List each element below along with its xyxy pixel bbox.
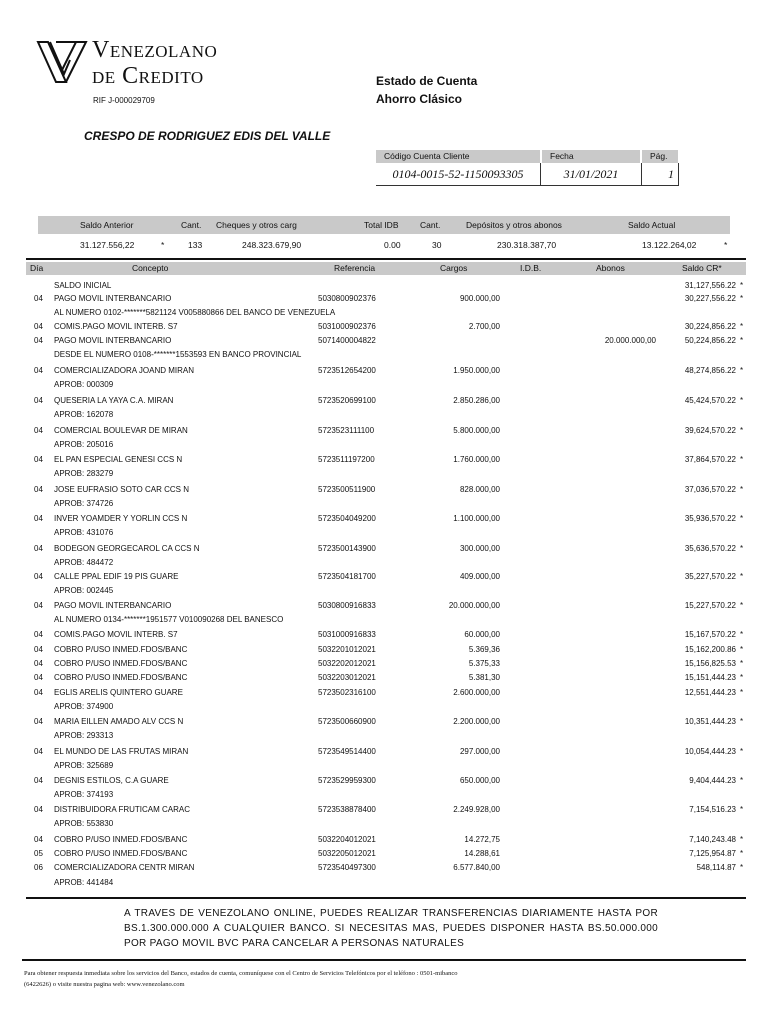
row-concept: APROB: 374193 <box>54 790 114 799</box>
row-balance: 30,227,556.22 <box>684 294 736 303</box>
summary-count-header: Cant. <box>181 220 202 230</box>
row-charge: 5.375,33 <box>468 659 500 668</box>
row-concept: JOSE EUFRASIO SOTO CAR CCS N <box>54 485 189 494</box>
summary-count: 133 <box>188 240 203 250</box>
row-balance: 45,424,570.22 <box>684 396 736 405</box>
row-day: 04 <box>34 572 43 581</box>
row-charge: 650.000,00 <box>459 776 500 785</box>
bank-rif: RIF J-000029709 <box>93 96 155 105</box>
row-concept: SALDO INICIAL <box>54 281 112 290</box>
row-charge: 20.000.000,00 <box>448 601 500 610</box>
row-balance-mark: * <box>740 396 744 405</box>
row-balance-mark: * <box>740 336 744 345</box>
row-balance: 35,936,570.22 <box>684 514 736 523</box>
summary-deposits-header: Depósitos y otros abonos <box>466 220 562 230</box>
row-reference: 5723549514400 <box>318 747 376 756</box>
row-concept: BODEGON GEORGECAROL CA CCS N <box>54 544 200 553</box>
footer-line1: Para obtener respuesta inmediata sobre los servicios del Banco, estados de cuenta, comuníquese con el Centro de Servicios Telefónicos por el teléfono : 0501-mibanco <box>24 970 458 977</box>
row-balance: 37,036,570.22 <box>684 485 736 494</box>
bank-name-line1: Venezolano <box>92 37 218 63</box>
page-number: 1 <box>642 163 678 186</box>
row-charge: 5.381,30 <box>468 673 500 682</box>
row-day: 04 <box>34 336 43 345</box>
account-type: Ahorro Clásico <box>376 92 463 106</box>
row-balance-mark: * <box>740 485 744 494</box>
col-referencia: Referencia <box>334 263 376 273</box>
row-concept: APROB: 325689 <box>54 761 114 770</box>
row-concept: APROB: 283279 <box>54 469 114 478</box>
row-balance-mark: * <box>740 645 744 654</box>
row-concept: APROB: 000309 <box>54 380 114 389</box>
row-balance: 12,551,444.23 <box>684 688 736 697</box>
summary-current-mark: * <box>724 240 728 250</box>
row-concept: QUESERIA LA YAYA C.A. MIRAN <box>54 396 174 405</box>
row-concept: EGLIS ARELIS QUINTERO GUARE <box>54 688 183 697</box>
row-concept: COBRO P/USO INMED.FDOS/BANC <box>54 659 188 668</box>
row-day: 04 <box>34 805 43 814</box>
row-day: 04 <box>34 455 43 464</box>
row-reference: 5723529959300 <box>318 776 376 785</box>
row-balance: 548,114.87 <box>696 863 736 872</box>
statement-type: Estado de Cuenta <box>376 74 478 88</box>
row-day: 04 <box>34 630 43 639</box>
summary-idb-header: Total IDB <box>364 220 399 230</box>
row-charge: 2.600.000,00 <box>453 688 500 697</box>
col-dia: Día <box>30 263 44 273</box>
row-concept: APROB: 374900 <box>54 702 114 711</box>
row-reference: 5723502316100 <box>318 688 376 697</box>
row-charge: 6.577.840,00 <box>453 863 500 872</box>
row-balance-mark: * <box>740 630 744 639</box>
footer-line2: (6422626) o visite nuestra pagina web: www.venezolano.com <box>24 981 185 988</box>
row-charge: 14.272,75 <box>464 835 500 844</box>
row-balance-mark: * <box>740 281 744 290</box>
row-balance-mark: * <box>740 849 744 858</box>
statement-date: 31/01/2021 <box>541 163 641 186</box>
divider <box>26 897 746 899</box>
summary-count2: 30 <box>432 240 442 250</box>
row-reference: 5723500143900 <box>318 544 376 553</box>
row-concept: APROB: 484472 <box>54 558 114 567</box>
row-reference: 5723538878400 <box>318 805 376 814</box>
row-day: 04 <box>34 673 43 682</box>
row-concept: AL NUMERO 0102-*******5821124 V005880866 DEL BANCO DE VENEZUELA <box>54 308 336 317</box>
row-concept: COMERCIALIZADORA JOAND MIRAN <box>54 366 195 375</box>
row-balance: 15,156,825.53 <box>684 659 736 668</box>
row-day: 04 <box>34 776 43 785</box>
row-balance-mark: * <box>740 747 744 756</box>
row-concept: APROB: 162078 <box>54 410 114 419</box>
row-balance: 9,404,444.23 <box>689 776 736 785</box>
summary-current-balance: 13.122.264,02 <box>642 240 697 250</box>
row-balance: 10,054,444.23 <box>684 747 736 756</box>
row-concept: DEGNIS ESTILOS, C.A GUARE <box>54 776 169 785</box>
row-day: 04 <box>34 366 43 375</box>
row-balance: 35,636,570.22 <box>684 544 736 553</box>
row-charge: 2.850.286,00 <box>453 396 500 405</box>
row-charge: 828.000,00 <box>459 485 500 494</box>
bank-logo-icon <box>36 40 88 84</box>
row-balance: 7,125,954.87 <box>689 849 736 858</box>
row-balance-mark: * <box>740 776 744 785</box>
row-charge: 5.800.000,00 <box>453 426 500 435</box>
row-day: 04 <box>34 645 43 654</box>
row-concept: APROB: 002445 <box>54 586 114 595</box>
row-day: 04 <box>34 396 43 405</box>
row-day: 04 <box>34 485 43 494</box>
row-reference: 5032205012021 <box>318 849 376 858</box>
row-balance: 15,151,444.23 <box>684 673 736 682</box>
row-charge: 2.249.928,00 <box>453 805 500 814</box>
row-concept: COBRO P/USO INMED.FDOS/BANC <box>54 849 188 858</box>
summary-charges: 248.323.679,90 <box>242 240 302 250</box>
row-reference: 5723500660900 <box>318 717 376 726</box>
row-day: 04 <box>34 717 43 726</box>
row-concept: APROB: 553830 <box>54 819 114 828</box>
row-balance: 7,140,243.48 <box>689 835 736 844</box>
row-concept: AL NUMERO 0134-*******1951577 V010090268 DEL BANESCO <box>54 615 284 624</box>
col-idb: I.D.B. <box>520 263 542 273</box>
row-charge: 1.100.000,00 <box>453 514 500 523</box>
row-charge: 5.369,36 <box>468 645 500 654</box>
row-charge: 2.700,00 <box>468 322 500 331</box>
row-day: 04 <box>34 426 43 435</box>
row-credit: 20.000.000,00 <box>604 336 656 345</box>
row-day: 04 <box>34 322 43 331</box>
row-day: 04 <box>34 835 43 844</box>
row-concept: APROB: 205016 <box>54 440 114 449</box>
summary-idb: 0.00 <box>384 240 401 250</box>
date-header: Fecha <box>542 150 640 163</box>
row-reference: 5032203012021 <box>318 673 376 682</box>
row-concept: INVER YOAMDER Y YORLIN CCS N <box>54 514 188 523</box>
row-concept: PAGO MOVIL INTERBANCARIO <box>54 294 172 303</box>
row-concept: COBRO P/USO INMED.FDOS/BANC <box>54 645 188 654</box>
row-balance-mark: * <box>740 366 744 375</box>
row-balance: 31,127,556.22 <box>684 281 736 290</box>
client-name: CRESPO DE RODRIGUEZ EDIS DEL VALLE <box>84 129 331 143</box>
summary-current-balance-header: Saldo Actual <box>628 220 676 230</box>
row-day: 04 <box>34 544 43 553</box>
row-balance-mark: * <box>740 863 744 872</box>
row-reference: 5030800902376 <box>318 294 376 303</box>
row-concept: PAGO MOVIL INTERBANCARIO <box>54 336 172 345</box>
row-charge: 297.000,00 <box>459 747 500 756</box>
row-concept: DESDE EL NUMERO 0108-*******1553593 EN BANCO PROVINCIAL <box>54 350 302 359</box>
transactions-header <box>26 262 746 275</box>
row-charge: 1.950.000,00 <box>453 366 500 375</box>
summary-count2-header: Cant. <box>420 220 441 230</box>
row-balance: 15,227,570.22 <box>684 601 736 610</box>
row-reference: 5030800916833 <box>318 601 376 610</box>
row-balance-mark: * <box>740 294 744 303</box>
account-code-value: 0104-0015-52-1150093305 <box>376 163 540 186</box>
row-balance-mark: * <box>740 322 744 331</box>
row-balance-mark: * <box>740 835 744 844</box>
row-charge: 300.000,00 <box>459 544 500 553</box>
footer <box>24 968 744 990</box>
row-balance: 10,351,444.23 <box>684 717 736 726</box>
row-concept: APROB: 431076 <box>54 528 114 537</box>
row-concept: COBRO P/USO INMED.FDOS/BANC <box>54 673 188 682</box>
row-concept: EL PAN ESPECIAL GENESI CCS N <box>54 455 183 464</box>
row-concept: APROB: 374726 <box>54 499 114 508</box>
row-reference: 5723504049200 <box>318 514 376 523</box>
row-concept: COMERCIAL BOULEVAR DE MIRAN <box>54 426 188 435</box>
row-day: 05 <box>34 849 43 858</box>
row-balance-mark: * <box>740 601 744 610</box>
row-reference: 5071400004822 <box>318 336 376 345</box>
row-concept: PAGO MOVIL INTERBANCARIO <box>54 601 172 610</box>
row-concept: DISTRIBUIDORA FRUTICAM CARAC <box>54 805 191 814</box>
row-balance: 39,624,570.22 <box>684 426 736 435</box>
page-header: Pág. <box>642 150 678 163</box>
row-balance-mark: * <box>740 426 744 435</box>
account-code-header: Código Cuenta Cliente <box>376 150 540 163</box>
row-balance: 15,162,200.86 <box>684 645 736 654</box>
row-charge: 2.200.000,00 <box>453 717 500 726</box>
statement-title <box>376 72 477 108</box>
row-reference: 5031000916833 <box>318 630 376 639</box>
row-balance: 37,864,570.22 <box>684 455 736 464</box>
bank-name-line2: de Credito <box>92 63 204 89</box>
row-balance-mark: * <box>740 572 744 581</box>
row-day: 04 <box>34 747 43 756</box>
divider <box>22 959 746 961</box>
row-charge: 14.288,61 <box>464 849 500 858</box>
row-balance: 48,274,856.22 <box>684 366 736 375</box>
row-concept: COMIS.PAGO MOVIL INTERB. S7 <box>54 322 178 331</box>
row-balance: 30,224,856.22 <box>684 322 736 331</box>
row-charge: 409.000,00 <box>459 572 500 581</box>
divider <box>26 258 746 260</box>
row-day: 04 <box>34 514 43 523</box>
col-abonos: Abonos <box>596 263 625 273</box>
summary-header <box>38 216 730 234</box>
promo-notice: A TRAVES DE VENEZOLANO ONLINE, PUEDES REALIZAR TRANSFERENCIAS DIARIAMENTE HASTA POR BS.1.300.000.000 A CUALQUIER BANCO. SI NECESITAS MAS, PUEDES DISPONER HASTA BS.50.000.000 POR PAGO MOVIL BVC PARA CANCELAR A PERSONAS NATURALES <box>124 908 658 949</box>
row-balance-mark: * <box>740 659 744 668</box>
row-balance: 50,224,856.22 <box>684 336 736 345</box>
row-reference: 5723511197200 <box>318 455 375 464</box>
row-reference: 5032201012021 <box>318 645 376 654</box>
row-balance: 15,167,570.22 <box>684 630 736 639</box>
row-day: 04 <box>34 294 43 303</box>
row-balance-mark: * <box>740 688 744 697</box>
row-reference: 5723504181700 <box>318 572 376 581</box>
row-reference: 5723523111100 <box>318 426 375 435</box>
row-balance-mark: * <box>740 544 744 553</box>
col-cargos: Cargos <box>440 263 468 273</box>
row-balance-mark: * <box>740 455 744 464</box>
row-day: 04 <box>34 688 43 697</box>
row-balance-mark: * <box>740 673 744 682</box>
row-concept: COMIS.PAGO MOVIL INTERB. S7 <box>54 630 178 639</box>
summary-prev-balance-header: Saldo Anterior <box>80 220 134 230</box>
row-charge: 1.760.000,00 <box>453 455 500 464</box>
col-concepto: Concepto <box>132 263 169 273</box>
row-concept: APROB: 293313 <box>54 731 114 740</box>
row-balance-mark: * <box>740 717 744 726</box>
row-reference: 5723512654200 <box>318 366 376 375</box>
col-saldo: Saldo CR* <box>682 263 722 273</box>
row-day: 04 <box>34 601 43 610</box>
row-concept: CALLE PPAL EDIF 19 PIS GUARE <box>54 572 179 581</box>
row-balance-mark: * <box>740 805 744 814</box>
row-concept: APROB: 441484 <box>54 878 114 887</box>
row-concept: EL MUNDO DE LAS FRUTAS MIRAN <box>54 747 189 756</box>
row-day: 06 <box>34 863 43 872</box>
row-concept: COBRO P/USO INMED.FDOS/BANC <box>54 835 188 844</box>
row-reference: 5723520699100 <box>318 396 376 405</box>
row-reference: 5723500511900 <box>318 485 376 494</box>
summary-values <box>38 236 730 254</box>
row-reference: 5032204012021 <box>318 835 376 844</box>
row-concept: MARIA EILLEN AMADO ALV CCS N <box>54 717 184 726</box>
row-balance: 35,227,570.22 <box>684 572 736 581</box>
summary-deposits: 230.318.387,70 <box>497 240 557 250</box>
row-reference: 5723540497300 <box>318 863 376 872</box>
row-charge: 900.000,00 <box>459 294 500 303</box>
row-reference: 5032202012021 <box>318 659 376 668</box>
row-charge: 60.000,00 <box>464 630 500 639</box>
summary-prev-mark: * <box>161 240 165 250</box>
summary-prev-balance: 31.127.556,22 <box>80 240 135 250</box>
row-concept: COMERCIALIZADORA CENTR MIRAN <box>54 863 195 872</box>
summary-charges-header: Cheques y otros carg <box>216 220 297 230</box>
row-balance: 7,154,516.23 <box>689 805 736 814</box>
row-balance-mark: * <box>740 514 744 523</box>
row-day: 04 <box>34 659 43 668</box>
row-reference: 5031000902376 <box>318 322 376 331</box>
